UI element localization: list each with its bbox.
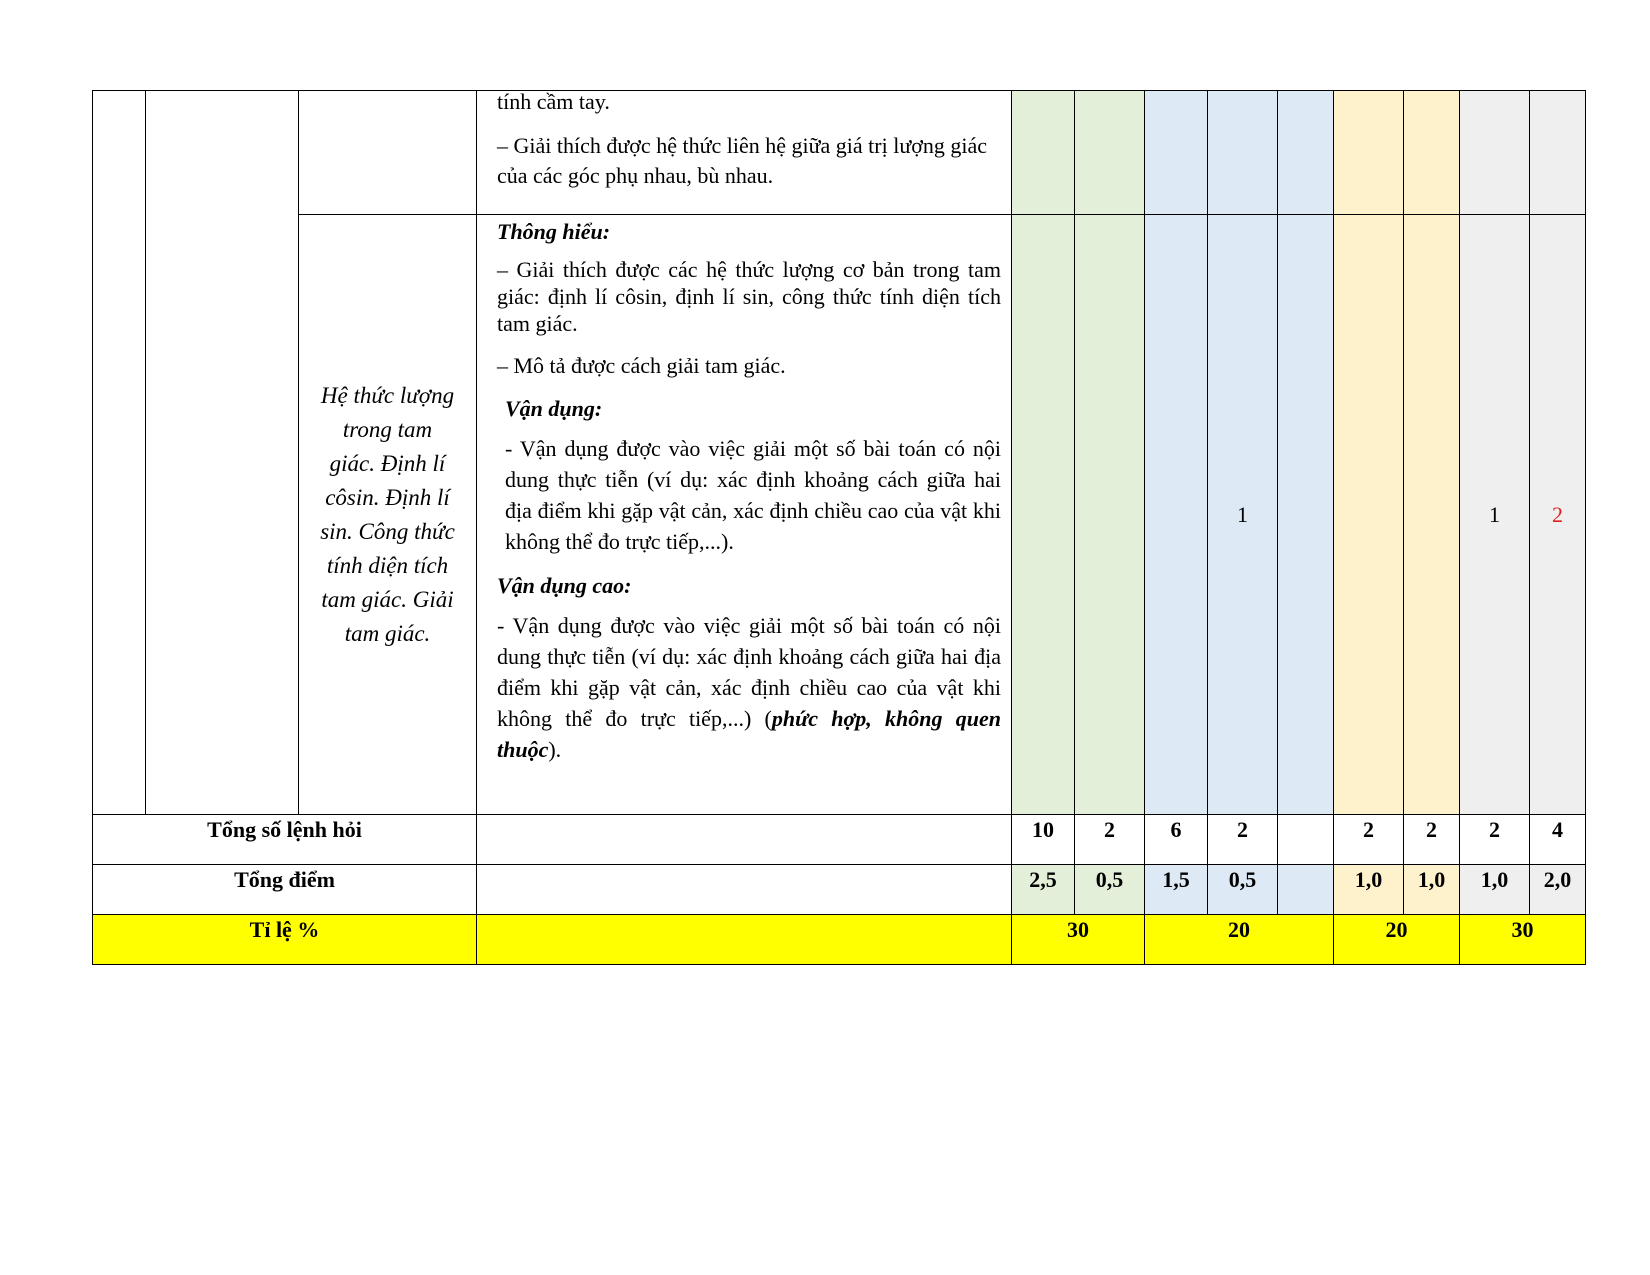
topic-cell-prev bbox=[299, 91, 477, 215]
empty-cell bbox=[477, 815, 1012, 865]
desc-text-end: ). bbox=[548, 737, 562, 762]
percentage-cell: 30 bbox=[1460, 915, 1586, 965]
description-cell bbox=[477, 215, 1012, 815]
table-row-percentage bbox=[93, 915, 1586, 965]
count-cell bbox=[1530, 91, 1586, 215]
total-score-label: Tổng điểm bbox=[93, 865, 477, 915]
empty-cell bbox=[477, 915, 1012, 965]
count-cell: 1 bbox=[1460, 215, 1530, 815]
desc-line: – Giải thích được hệ thức liên hệ giữa giá trị lượng giác của các góc phụ nhau, bù nhau. bbox=[497, 133, 988, 188]
count-cell bbox=[1278, 91, 1334, 215]
score-cell: 0,5 bbox=[1208, 865, 1278, 915]
score-cell: 1,5 bbox=[1145, 865, 1208, 915]
table-row-main bbox=[93, 215, 1586, 815]
count-cell: 1 bbox=[1208, 215, 1278, 815]
desc-line bbox=[497, 610, 1001, 765]
assessment-matrix-table bbox=[92, 90, 1586, 965]
percentage-cell: 20 bbox=[1334, 915, 1460, 965]
percentage-cell: 30 bbox=[1012, 915, 1145, 965]
count-cell bbox=[1334, 215, 1404, 815]
count-cell bbox=[1012, 91, 1075, 215]
count-cell bbox=[1145, 215, 1208, 815]
count-cell bbox=[1012, 215, 1075, 815]
count-cell bbox=[1075, 215, 1145, 815]
total-cell: 2 bbox=[1334, 815, 1404, 865]
count-cell bbox=[1145, 91, 1208, 215]
count-cell bbox=[1404, 215, 1460, 815]
desc-line: – Giải thích được các hệ thức lượng cơ bản trong tam giác: định lí côsin, định lí sin, công thức tính diện tích tam giác. bbox=[497, 257, 1001, 336]
description-cell-prev bbox=[477, 91, 1012, 215]
table-row-total-questions bbox=[93, 815, 1586, 865]
desc-text: - Vận dụng được vào việc giải một số bài toán có nội dung thực tiễn (ví dụ: xác định khoảng cách giữa hai địa điểm khi gặp vật cản, xác định chiều cao của vật khi không thể đo trực tiếp,...) ( bbox=[497, 613, 1001, 731]
total-cell bbox=[1278, 815, 1334, 865]
score-cell: 2,5 bbox=[1012, 865, 1075, 915]
total-questions-label: Tổng số lệnh hỏi bbox=[93, 815, 477, 865]
chapter-cell bbox=[146, 91, 299, 815]
total-cell: 10 bbox=[1012, 815, 1075, 865]
total-cell: 2 bbox=[1208, 815, 1278, 865]
table-row-total-score bbox=[93, 865, 1586, 915]
desc-line: - Vận dụng được vào việc giải một số bài toán có nội dung thực tiễn (ví dụ: xác định khoảng cách giữa hai địa điểm khi gặp vật cản, xác định chiều cao của vật khi không thể đo trực tiếp,...). bbox=[505, 436, 1001, 554]
desc-line: – Mô tả được cách giải tam giác. bbox=[497, 353, 786, 378]
desc-emphasis: phức hợp, không quen thuộc bbox=[497, 706, 1001, 762]
index-cell bbox=[93, 91, 146, 815]
score-cell: 1,0 bbox=[1460, 865, 1530, 915]
score-cell: 0,5 bbox=[1075, 865, 1145, 915]
empty-cell bbox=[477, 865, 1012, 915]
total-cell: 2 bbox=[1404, 815, 1460, 865]
total-cell: 2 bbox=[1460, 815, 1530, 865]
topic-cell: Hệ thức lượng trong tam giác. Định lí côsin. Định lí sin. Công thức tính diện tích tam giác. Giải tam giác. bbox=[299, 215, 477, 815]
desc-line: tính cầm tay. bbox=[497, 89, 610, 114]
percentage-label: Tỉ lệ % bbox=[93, 915, 477, 965]
total-cell: 4 bbox=[1530, 815, 1586, 865]
count-cell bbox=[1460, 91, 1530, 215]
count-cell: 2 bbox=[1530, 215, 1586, 815]
total-cell: 2 bbox=[1075, 815, 1145, 865]
count-cell bbox=[1208, 91, 1278, 215]
table-row-continuation bbox=[93, 91, 1586, 215]
percentage-cell: 20 bbox=[1145, 915, 1334, 965]
score-cell bbox=[1278, 865, 1334, 915]
level-heading-van-dung: Vận dụng: bbox=[505, 396, 603, 421]
level-heading-van-dung-cao: Vận dụng cao: bbox=[497, 573, 632, 598]
score-cell: 2,0 bbox=[1530, 865, 1586, 915]
level-heading-thong-hieu: Thông hiểu: bbox=[497, 219, 611, 244]
score-cell: 1,0 bbox=[1334, 865, 1404, 915]
count-cell bbox=[1404, 91, 1460, 215]
score-cell: 1,0 bbox=[1404, 865, 1460, 915]
total-cell: 6 bbox=[1145, 815, 1208, 865]
count-cell bbox=[1075, 91, 1145, 215]
count-cell bbox=[1334, 91, 1404, 215]
count-cell bbox=[1278, 215, 1334, 815]
